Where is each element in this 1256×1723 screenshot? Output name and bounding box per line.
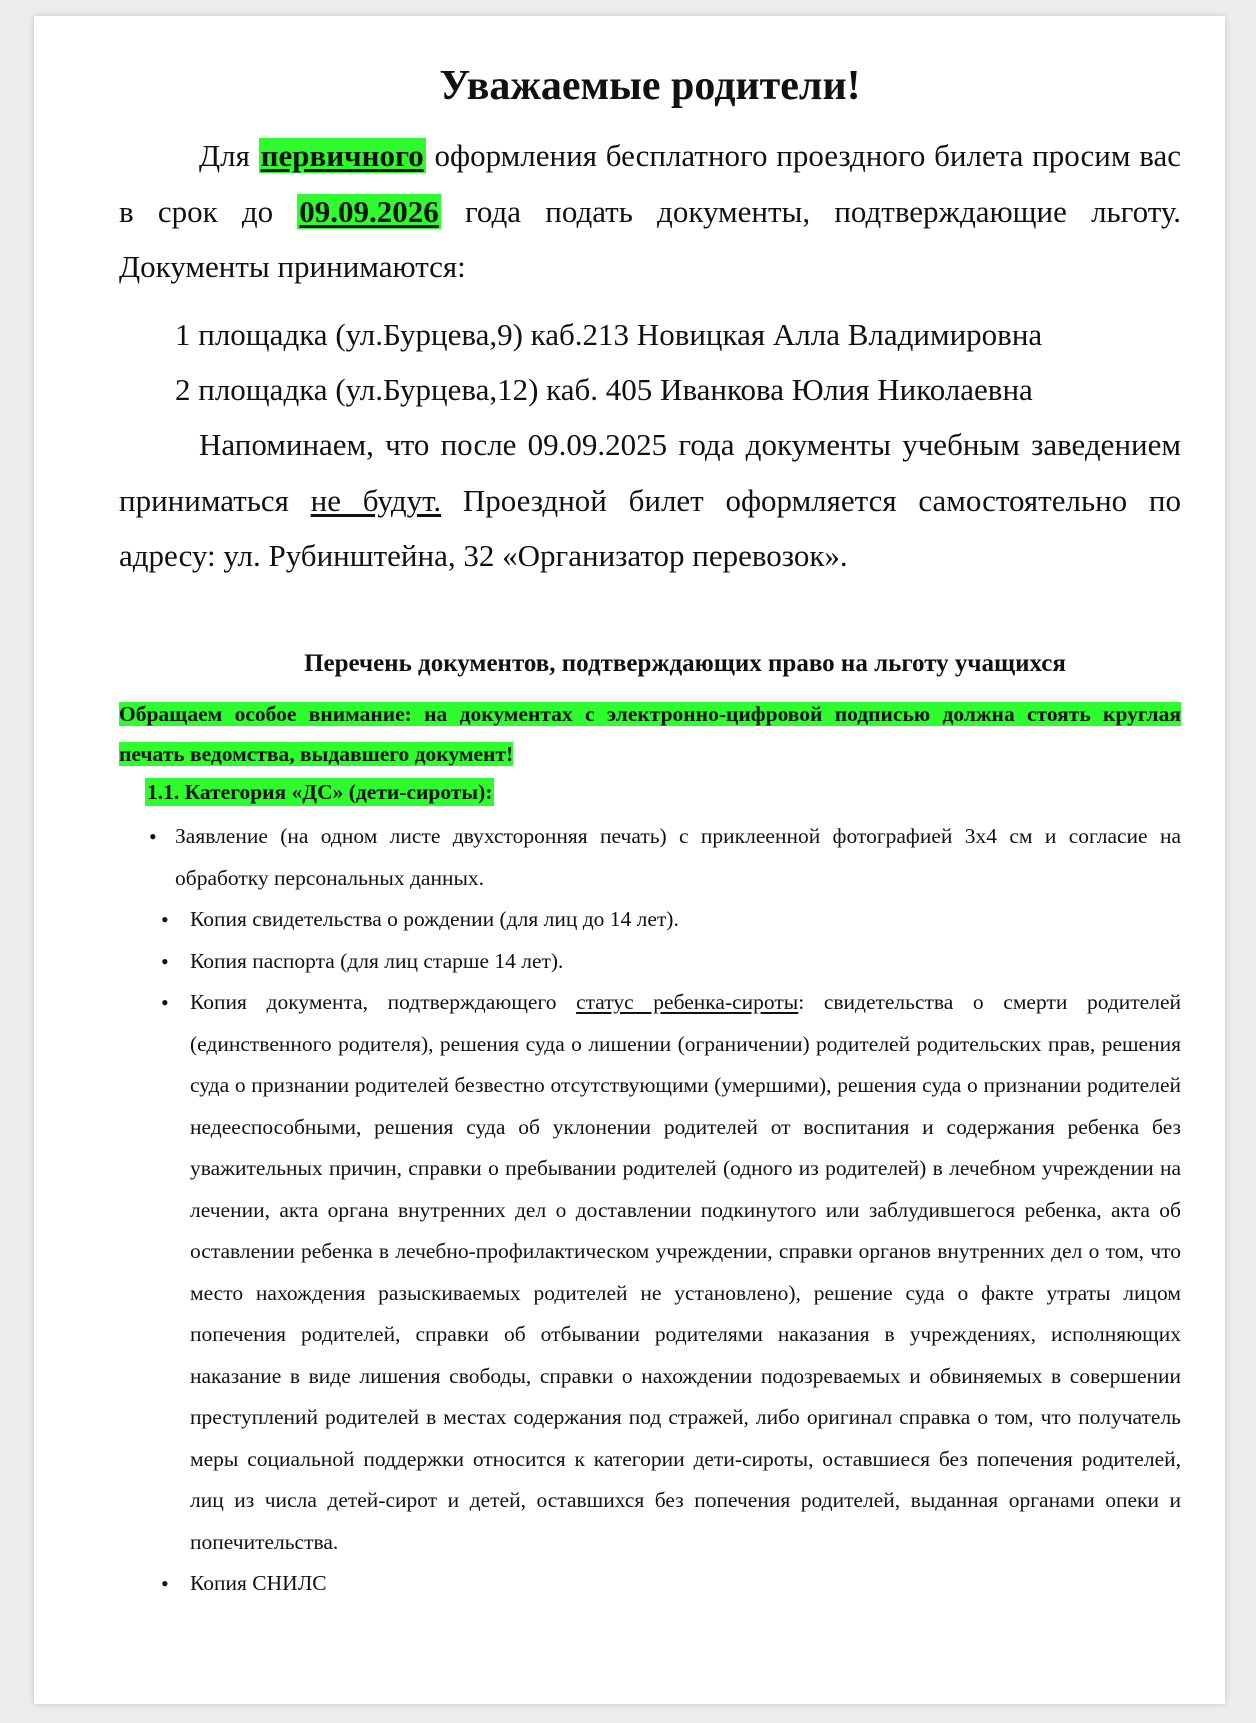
bullet-icon: • <box>161 948 169 974</box>
bullet-icon: • <box>161 990 169 1015</box>
list-item-underlined: статус ребенка-сироты <box>576 990 799 1014</box>
section-title: Перечень документов, подтверждающих право на льготу учащихся <box>304 650 1066 677</box>
reminder-underlined: не будут. <box>310 482 442 518</box>
list-item-text: : свидетельства о смерти родителей (единственного родителя), решения суда о лишении (ограничении) родителей родительских прав, решения суда о признании родителей безвестно отсутствующими (умершими), решения суда о признании родителей недееспособными, решения суда об уклонении родителей от воспитания и содержания ребенка без уважительных причин, справки о пребывании родителей (одного из родителей) в лечебном учреждении на лечении, акта органа внутренних дел о доставлении подкинутого или заблудившегося ребенка, акта об оставлении ребенка в лечебно-профилактическом учреждении, справки органов внутренних дел о том, что место нахождения разыскиваемых родителей не установлено), решение суда о факте утраты лицом попечения родителей, справки об отбывании родителями наказания в учреждениях, исполняющих наказание в виде лишения свободы, справки о нахождении подозреваемых и обвиняемых в совершении преступлений родителей в местах содержания под стражей, либо оригинал справка о том, что получатель меры социальной поддержки относится к категории дети-сироты, оставшиеся без попечения родителей, лиц из числа детей-сирот и детей, оставшихся без попечения родителей, выданная органами опеки и попечительства. <box>190 990 1181 1554</box>
site-1: 1 площадка (ул.Бурцева,9) каб.213 Новицкая Алла Владимировна <box>175 317 1043 352</box>
list-item <box>119 941 1181 983</box>
reminder-text-2: Проездной билет оформляется самостоятельно по адресу: ул. Рубинштейна, 32 «Организатор перевозок». <box>119 482 1181 573</box>
document-page <box>34 16 1225 1704</box>
bullet-icon: • <box>161 907 169 932</box>
site-2: 2 площадка (ул.Бурцева,12) каб. 405 Иванкова Юлия Николаевна <box>175 372 1033 407</box>
intro-text-3: года подать документы, подтверждающие льготу. Документы принимаются: <box>119 193 1181 284</box>
highlight-deadline: 09.09.2026 <box>299 193 439 229</box>
list-item-text: Копия СНИЛС <box>190 1571 327 1595</box>
category-text: 1.1. Категория «ДС» (дети-сироты): <box>147 780 493 804</box>
list-item-text: Копия паспорта (для лиц старше 14 лет). <box>190 948 564 973</box>
highlight-primary: первичного <box>260 138 424 173</box>
category-heading <box>145 774 494 810</box>
reminder-text-1: Напоминаем, что после 09.09.2025 года документы учебным заведением приниматься <box>119 427 1181 518</box>
notice-paragraph <box>119 694 1181 774</box>
list-item-text: Копия документа, подтверждающего <box>190 990 577 1014</box>
documents-list <box>119 816 1181 1605</box>
list-item-text: Заявление (на одном листе двухсторонняя печать) с приклеенной фотографией 3х4 см и согласие на обработку персональных данных. <box>175 824 1181 890</box>
list-item <box>119 899 1181 941</box>
bullet-icon: • <box>149 824 157 849</box>
list-item <box>119 982 1181 1563</box>
bullet-icon: • <box>161 1571 169 1596</box>
notice-text: Обращаем особое внимание: на документах с электронно-цифровой подписью должна стоять круглая печать ведомства, выдавшего документ! <box>119 702 1181 766</box>
list-item-text: Копия свидетельства о рождении (для лиц до 14 лет). <box>190 907 679 931</box>
page-title: Уважаемые родители! <box>439 63 861 109</box>
intro-paragraph <box>119 128 1181 295</box>
intro-text-1: Для <box>199 138 259 173</box>
list-item <box>119 1563 1181 1605</box>
intro-text-2: оформления бесплатного проездного билета просим вас в срок до <box>119 138 1182 229</box>
list-item <box>119 816 1181 899</box>
reminder-paragraph <box>119 417 1181 584</box>
